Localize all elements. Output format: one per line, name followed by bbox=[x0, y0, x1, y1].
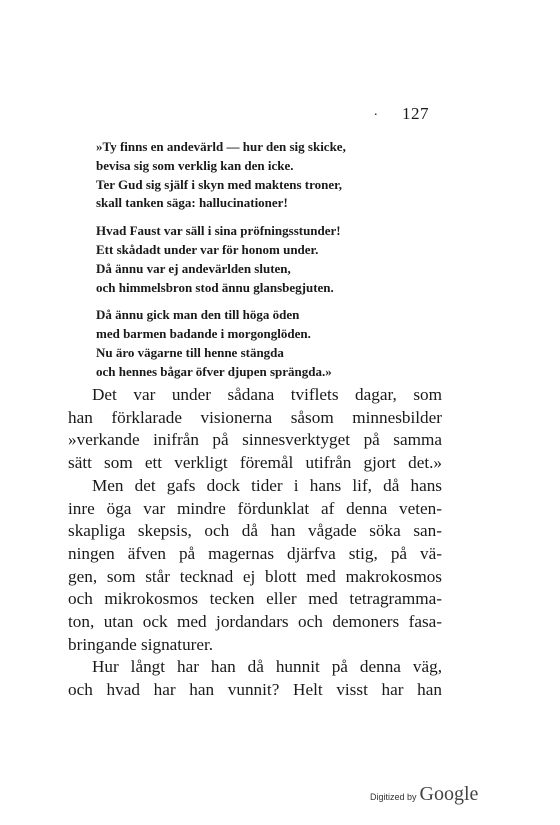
google-logo: Google bbox=[419, 783, 479, 805]
prose-line: Men det gafs dock tider i hans lif, då hans bbox=[92, 475, 442, 495]
prose-line: ningen äfven på magernas djärfva stig, på vä- bbox=[68, 543, 442, 563]
poem-line: och hennes bågar öfver djupen sprängda.» bbox=[96, 363, 332, 379]
prose-line: Det var under sådana tviflets dagar, som bbox=[92, 385, 442, 404]
poem-line: Ett skådadt under var för honom under. bbox=[96, 241, 319, 257]
prose-line: inre öga var mindre fördunklat af denna veten- bbox=[68, 498, 442, 518]
page-mark: . bbox=[374, 104, 378, 119]
prose-line: han förklarade visionerna såsom minnesbilder bbox=[68, 407, 442, 427]
prose-line: »verkande inifrån på sinnesverktyget på samma bbox=[68, 430, 442, 450]
poem-line: och himmelsbron stod ännu glansbegjuten. bbox=[96, 279, 334, 295]
prose-line: ton, utan ock med jordandars och demoners fasa- bbox=[68, 612, 442, 632]
prose-line: skapliga skepsis, och då han vågade söka san- bbox=[68, 521, 442, 541]
prose-line: gen, som står tecknad ej blott med makrokosmos bbox=[68, 566, 442, 586]
digitized-by-google-watermark bbox=[370, 783, 478, 806]
poem-block bbox=[96, 138, 436, 391]
poem-line: Nu äro vägarne till henne stängda bbox=[96, 344, 284, 360]
page-number: 127 bbox=[402, 104, 429, 123]
prose-line: och hvad har han vunnit? Helt visst har han bbox=[68, 680, 442, 700]
poem-line: skall tanken säga: hallucinationer! bbox=[96, 195, 288, 211]
poem-stanza bbox=[96, 306, 436, 381]
poem-line: Hvad Faust var säll i sina pröfningsstunder! bbox=[96, 223, 341, 239]
body-text bbox=[68, 384, 442, 702]
poem-line: bevisa sig som verklig kan den icke. bbox=[96, 157, 294, 173]
poem-line: Då ännu gick man den till höga öden bbox=[96, 307, 300, 323]
prose-line: sätt som ett verkligt föremål utifrån gjort det.» bbox=[68, 453, 442, 473]
prose-line: bringande signaturer. bbox=[68, 634, 214, 654]
poem-stanza bbox=[96, 138, 436, 213]
poem-line: Då ännu var ej andevärlden sluten, bbox=[96, 260, 291, 276]
poem-line: »Ty finns en andevärld — hur den sig skicke, bbox=[96, 139, 346, 154]
poem-line: Ter Gud sig själf i skyn med maktens troner, bbox=[96, 176, 342, 192]
prose-line: Hur långt har han då hunnit på denna väg, bbox=[92, 657, 442, 677]
watermark-digitized-text: Digitized by bbox=[370, 792, 417, 802]
poem-line: med barmen badande i morgonglöden. bbox=[96, 326, 311, 342]
prose-line: och mikrokosmos tecken eller med tetragramma- bbox=[68, 589, 442, 609]
poem-stanza bbox=[96, 222, 436, 297]
